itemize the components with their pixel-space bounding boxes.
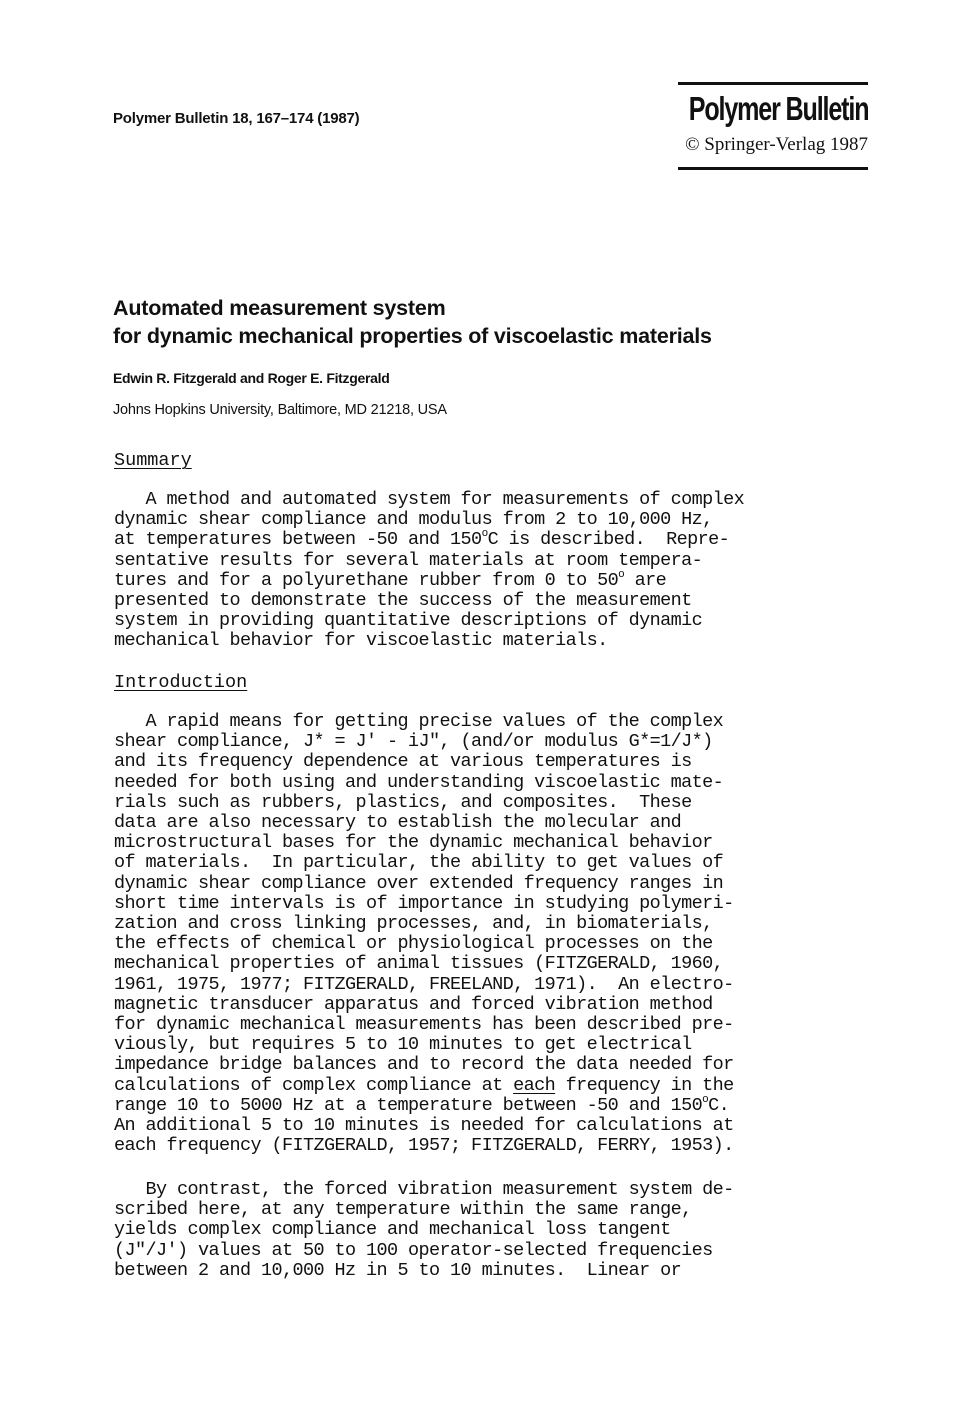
text-line: tures and for a polyurethane rubber from 0 to 50$^o$ are	[114, 568, 667, 591]
article-title-line: for dynamic mechanical properties of viscoelastic materials	[113, 324, 712, 348]
text-line: 1961, 1975, 1977; FITZGERALD, FREELAND, 1971). An electro-	[114, 973, 734, 995]
text-line: microstructural bases for the dynamic mechanical behavior	[114, 832, 713, 854]
text-line: presented to demonstrate the success of the measurement	[114, 590, 692, 612]
text-line: A rapid means for getting precise values of the complex	[114, 711, 724, 732]
text-line: needed for both using and understanding viscoelastic mate-	[114, 771, 724, 793]
text-line: of materials. In particular, the ability to get values of	[114, 852, 724, 874]
text-line: each frequency (FITZGERALD, 1957; FITZGERALD, FERRY, 1953).	[114, 1135, 734, 1157]
article-title-line: Automated measurement system	[113, 296, 446, 320]
text-line: magnetic transducer apparatus and forced vibration method	[114, 993, 713, 1015]
text-line: yields complex compliance and mechanical loss tangent	[114, 1219, 671, 1241]
text-line: dynamic shear compliance over extended frequency ranges in	[114, 872, 724, 894]
text-line: the effects of chemical or physiological processes on the	[114, 933, 713, 955]
text-line: and its frequency dependence at various temperatures is	[114, 751, 692, 773]
text-line: A method and automated system for measurements of complex	[114, 489, 745, 510]
text-line: sentative results for several materials at room tempera-	[114, 549, 703, 571]
introduction-heading: Introduction	[114, 672, 248, 693]
summary-paragraph	[114, 490, 744, 652]
text-line: zation and cross linking processes, and, in biomaterials,	[114, 913, 713, 935]
article-authors: Edwin R. Fitzgerald and Roger E. Fitzgerald	[113, 370, 390, 386]
text-line: data are also necessary to establish the molecular and	[114, 812, 682, 834]
text-line: shear compliance, J* = J' - iJ", (and/or modulus G*=1/J*)	[114, 731, 713, 753]
masthead-bottom-rule	[678, 167, 868, 170]
text-line: between 2 and 10,000 Hz in 5 to 10 minutes. Linear or	[114, 1259, 682, 1281]
text-line: rials such as rubbers, plastics, and composites. These	[114, 791, 692, 813]
text-line: for dynamic mechanical measurements has been described pre-	[114, 1014, 734, 1036]
publisher-copyright: © Springer-Verlag 1987	[685, 134, 868, 155]
text-line: (J"/J') values at 50 to 100 operator-selected frequencies	[114, 1239, 713, 1261]
text-line: viously, but requires 5 to 10 minutes to get electrical	[114, 1034, 692, 1056]
journal-name: Polymer Bulletin	[688, 90, 868, 127]
author-affiliation: Johns Hopkins University, Baltimore, MD 21218, USA	[113, 402, 447, 418]
article-title	[113, 294, 712, 350]
summary-heading: Summary	[114, 450, 192, 471]
text-line: mechanical behavior for viscoelastic materials.	[114, 630, 608, 652]
introduction-paragraph-1	[114, 712, 734, 1156]
text-line: scribed here, at any temperature within the same range,	[114, 1199, 692, 1221]
text-line: system in providing quantitative descriptions of dynamic	[114, 610, 703, 632]
text-line: An additional 5 to 10 minutes is needed for calculations at	[114, 1115, 734, 1137]
text-line: impedance bridge balances and to record the data needed for	[114, 1054, 734, 1076]
text-line: at temperatures between -50 and 150$^o$C is described. Repre-	[114, 528, 730, 551]
journal-citation: Polymer Bulletin 18, 167–174 (1987)	[113, 110, 360, 127]
text-line: calculations of complex compliance at each frequency in the	[114, 1074, 734, 1096]
introduction-paragraph-2	[114, 1180, 734, 1281]
masthead-top-rule	[678, 82, 868, 85]
text-line: By contrast, the forced vibration measurement system de-	[114, 1179, 734, 1200]
text-line: range 10 to 5000 Hz at a temperature between -50 and 150$^o$C.	[114, 1093, 730, 1116]
journal-masthead	[678, 82, 868, 170]
text-line: dynamic shear compliance and modulus from 2 to 10,000 Hz,	[114, 509, 713, 531]
text-line: short time intervals is of importance in studying polymeri-	[114, 892, 734, 914]
text-line: mechanical properties of animal tissues (FITZGERALD, 1960,	[114, 953, 724, 975]
